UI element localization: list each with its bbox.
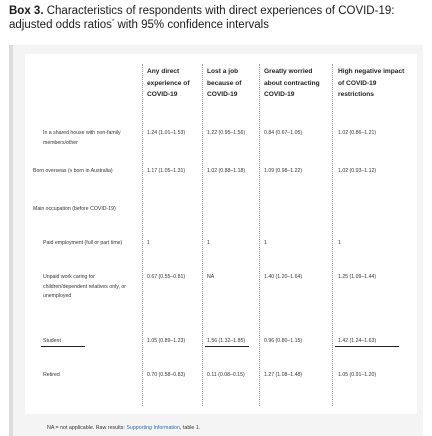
table-cell: 1.17 (1.05–1.31) [147, 168, 186, 174]
table-cell: 1.09 (0.98–1.22) [264, 168, 303, 174]
table-cell: 1.02 (0.86–1.21) [338, 130, 377, 136]
table-cell: 1 [207, 240, 210, 246]
table-cell: 1.05 (0.91–1.20) [338, 372, 377, 378]
box-caption [9, 4, 424, 32]
column-header-high-negative-impact: High negative impact of COVID-19 restrictions [338, 68, 405, 98]
table-cell: NA [207, 274, 215, 280]
table-cell: 1.56 (1.32–1.85) [207, 338, 246, 344]
table-cell: 1.05 (0.89–1.23) [147, 338, 186, 344]
column-divider [142, 64, 143, 406]
box-left-stripe [9, 45, 13, 436]
row-label-unpaid-work: Unpaid work caring for children/dependent relatives only, or unemployed [43, 274, 126, 299]
table-cell: 1.25 (1.09–1.44) [338, 274, 377, 280]
table-cell: 1.42 (1.24–1.63) [338, 338, 377, 344]
table-cell: 1 [264, 240, 267, 246]
table-cell: 0.96 (0.80–1.15) [264, 338, 303, 344]
table-cell: 0.84 (0.67–1.05) [264, 130, 303, 136]
footnote-text: NA = not applicable. Raw results: [47, 425, 127, 431]
table-footnote [47, 425, 200, 431]
row-label-born-overseas: Born overseas (v born in Australia) [33, 168, 113, 174]
table-cell: 1 [338, 240, 341, 246]
column-header-lost-job: Lost a job because of COVID-19 [207, 68, 242, 98]
student-row-rule [41, 346, 85, 347]
table-cell: 1 [147, 240, 150, 246]
row-label-shared-house: In a shared house with non-family members/other [43, 130, 121, 146]
footnote-marker: * [111, 19, 115, 26]
row-label-student: Student [43, 338, 61, 344]
column-divider [332, 64, 333, 406]
column-header-greatly-worried: Greatly worried about contracting COVID-19 [264, 68, 320, 98]
table-cell: 1.22 (0.95–1.56) [207, 130, 246, 136]
caption-suffix: with 95% confidence intervals [117, 19, 269, 31]
row-label-paid-employment: Paid employment (full or part time) [43, 240, 123, 246]
table-cell: 0.67 (0.55–0.81) [147, 274, 186, 280]
supporting-information-link[interactable]: Supporting Information [126, 425, 180, 431]
column-divider [259, 64, 260, 406]
column-header-any-direct-experience: Any direct experience of COVID-19 [147, 68, 190, 98]
table-panel [25, 54, 417, 414]
column-divider [202, 64, 203, 406]
box-label: Box 3. [9, 5, 44, 17]
table-cell: 0.11 (0.08–0.15) [207, 372, 245, 378]
table-cell: 1.40 (1.20–1.64) [264, 274, 303, 280]
table-cell: 1.27 (1.08–1.48) [264, 372, 303, 378]
row-label-retired: Retired [43, 372, 60, 378]
table-cell: 1.02 (0.88–1.18) [207, 168, 246, 174]
student-row-rule [335, 346, 399, 347]
table-cell: 0.70 (0.58–0.83) [147, 372, 186, 378]
table-cell: 1.02 (0.93–1.12) [338, 168, 377, 174]
footnote-tail: , table 1. [179, 425, 201, 431]
row-label-main-occupation: Main occupation (before COVID-19) [33, 206, 116, 212]
student-row-rule [205, 346, 249, 347]
caption-text: Characteristics of respondents with direct experiences of COVID-19: adjusted odds ratios [9, 5, 395, 31]
table-cell: 1.24 (1.01–1.53) [147, 130, 186, 136]
